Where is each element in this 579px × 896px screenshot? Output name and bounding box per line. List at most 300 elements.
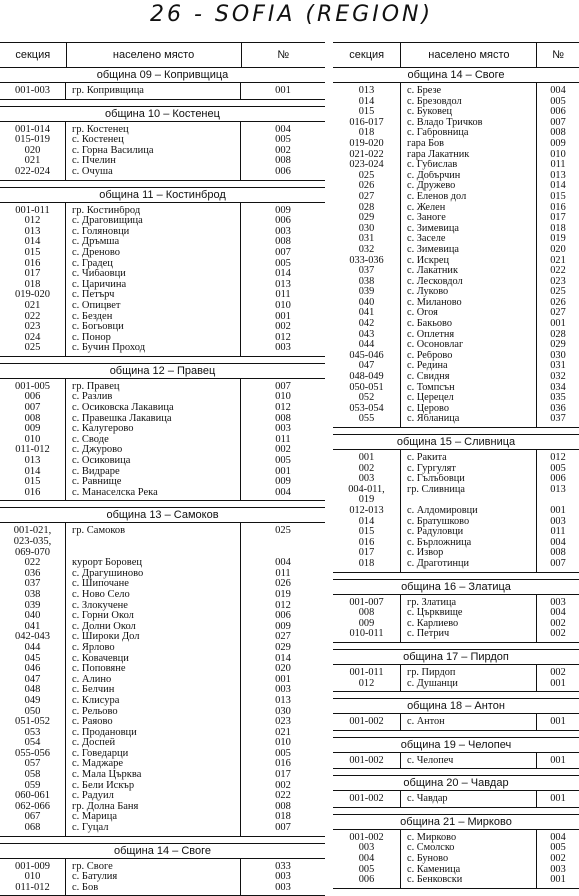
place-name: с. Томпсън xyxy=(407,382,455,393)
number-column xyxy=(241,523,325,835)
section-code: 050-051 xyxy=(349,382,384,393)
place-number: 010 xyxy=(275,392,291,403)
municipality-rows xyxy=(333,714,579,731)
place-number: 015 xyxy=(550,191,566,202)
section-code: 011-012 xyxy=(15,445,50,456)
place-number: 023 xyxy=(275,717,291,728)
place-name: с. Църквище xyxy=(407,608,463,619)
place-name: с. Лесковдол xyxy=(407,276,463,287)
place-number: 008 xyxy=(275,237,291,248)
section-code: 015 xyxy=(24,247,41,258)
place-number: 020 xyxy=(550,244,566,255)
place-number: 026 xyxy=(275,579,291,590)
section-code: 001-011 xyxy=(349,667,384,678)
place-number: 022 xyxy=(550,266,566,277)
place-name: с. Оплетня xyxy=(407,329,455,340)
section-code: 025 xyxy=(358,170,375,181)
place-column xyxy=(401,791,537,807)
place-name: с. Луково xyxy=(407,287,449,298)
section-code: 001-002 xyxy=(349,794,384,805)
place-name: с. Извор xyxy=(407,548,444,559)
place-number: 028 xyxy=(550,329,566,340)
section-code: 053-054 xyxy=(349,403,384,414)
section-code: 055-056 xyxy=(15,748,50,759)
section-column xyxy=(0,122,66,180)
place-name: с. Манаселска Река xyxy=(72,487,158,498)
place-number: 001 xyxy=(550,505,566,516)
place-name: с. Зимевица xyxy=(407,223,459,234)
section-column xyxy=(333,830,401,888)
place-number: 012 xyxy=(550,453,566,463)
place-name: гр. Костинброд xyxy=(72,205,141,216)
municipality-rows xyxy=(333,830,579,889)
header-section: секция xyxy=(0,43,67,67)
section-column xyxy=(0,203,66,356)
place-name: с. Гургулят xyxy=(407,463,456,474)
place-name: с. Добърчин xyxy=(407,170,461,181)
municipality-heading: община 19 – Челопеч xyxy=(333,737,579,753)
section-code: 057 xyxy=(24,759,41,770)
place-name: с. Церецел xyxy=(407,393,454,404)
section-code: 050 xyxy=(24,706,41,717)
municipality-heading: община 21 – Мирково xyxy=(333,814,579,830)
place-number: 022 xyxy=(275,791,291,802)
place-number: 029 xyxy=(275,642,291,653)
municipality-heading: община 10 – Костенец xyxy=(0,106,325,122)
place-column xyxy=(401,665,537,691)
place-number: 025 xyxy=(550,287,566,298)
place-number: 001 xyxy=(550,319,566,330)
place-name: с. Дружево xyxy=(407,181,456,192)
place-number: 002 xyxy=(275,445,291,456)
section-code: 018 xyxy=(24,279,41,290)
place-name: с. Белчин xyxy=(72,685,115,696)
municipality-rows xyxy=(333,665,579,692)
section-column xyxy=(0,83,66,99)
section-code: 044 xyxy=(358,340,375,351)
place-name: с. Огоя xyxy=(407,308,438,319)
place-number: 004 xyxy=(275,558,291,569)
place-number: 010 xyxy=(550,149,566,160)
number-column xyxy=(537,791,579,807)
place-column xyxy=(401,450,537,572)
place-number: 031 xyxy=(550,361,566,372)
place-name: с. Дреново xyxy=(72,247,120,258)
place-number: 013 xyxy=(550,170,566,181)
place-number: 035 xyxy=(550,393,566,404)
section-code: 059 xyxy=(24,780,41,791)
place-name: с. Видраре xyxy=(72,466,120,477)
section-code: 009 xyxy=(358,618,375,629)
number-column xyxy=(537,595,579,642)
place-number: 001 xyxy=(275,674,291,685)
place-number: 002 xyxy=(275,780,291,791)
place-name: с. Градец xyxy=(72,258,113,269)
section-code: 021-022 xyxy=(349,149,384,160)
place-number: 027 xyxy=(550,308,566,319)
place-name: с. Губислав xyxy=(407,160,458,171)
place-number: 018 xyxy=(550,223,566,234)
section-code: 001-005 xyxy=(15,381,50,392)
place-name: курорт Боровец xyxy=(72,558,142,569)
place-name: гр. Златица xyxy=(407,597,457,608)
section-code: 001-002 xyxy=(349,832,384,843)
place-name: гр. Правец xyxy=(72,381,120,392)
place-number: 003 xyxy=(275,343,291,354)
section-code: 025 xyxy=(24,343,41,354)
section-code: 017 xyxy=(24,269,41,280)
municipality-heading: община 11 – Костинброд xyxy=(0,187,325,203)
section-code: 062-066 xyxy=(15,801,50,812)
place-name: с. Буковец xyxy=(407,107,453,118)
spacer xyxy=(243,548,323,559)
section-code: 010-011 xyxy=(349,629,384,640)
place-column xyxy=(401,714,537,730)
section-code: 045 xyxy=(24,653,41,664)
place-name: гара Лакатник xyxy=(407,149,470,160)
place-number: 001 xyxy=(275,86,291,96)
section-code: 032 xyxy=(358,244,375,255)
section-code: 040 xyxy=(358,297,375,308)
place-name: с. Бенковски xyxy=(407,875,463,886)
left-table xyxy=(0,42,325,896)
section-code: 031 xyxy=(358,234,375,245)
place-name: с. Зимевица xyxy=(407,244,459,255)
place-name: с. Калугерово xyxy=(72,424,134,435)
place-column xyxy=(401,83,537,427)
place-name: с. Бакьово xyxy=(407,319,452,330)
place-name: с. Драгушиново xyxy=(72,568,144,579)
section-code: 001-009 xyxy=(15,861,50,872)
place-number: 009 xyxy=(550,138,566,149)
section-code: 041 xyxy=(24,621,41,632)
municipality-rows xyxy=(333,791,579,808)
place-number: 014 xyxy=(275,269,291,280)
place-name: с. Драговищица xyxy=(72,216,143,227)
municipality-heading: община 20 – Чавдар xyxy=(333,775,579,791)
section-code: 014 xyxy=(358,516,375,527)
place-number: 011 xyxy=(550,160,566,171)
section-code: 010 xyxy=(24,872,41,883)
spacer xyxy=(72,548,238,559)
place-name: с. Злокучене xyxy=(72,600,128,611)
place-number: 009 xyxy=(275,621,291,632)
place-number: 004 xyxy=(275,124,291,135)
place-number: 023 xyxy=(550,276,566,287)
place-number: 018 xyxy=(275,812,291,823)
place-column xyxy=(66,523,241,835)
section-code: 039 xyxy=(358,287,375,298)
municipality-rows xyxy=(333,595,579,643)
section-code: 015 xyxy=(24,477,41,488)
section-code: 020 xyxy=(24,145,41,156)
spacer xyxy=(243,537,323,548)
section-code: 009 xyxy=(24,424,41,435)
place-number: 006 xyxy=(275,166,291,177)
section-code: 001-007 xyxy=(349,597,384,608)
section-code: 017 xyxy=(358,548,375,559)
section-code: 051-052 xyxy=(15,717,50,728)
place-number: 002 xyxy=(550,629,566,640)
municipality-rows xyxy=(0,203,325,357)
header-place: населено място xyxy=(401,43,537,67)
place-number: 020 xyxy=(275,664,291,675)
place-name: с. Желен xyxy=(407,202,446,213)
place-number: 001 xyxy=(550,717,566,728)
section-code: 006 xyxy=(24,392,41,403)
table-header xyxy=(0,42,325,68)
place-name: с. Осиковица xyxy=(72,456,131,467)
place-number: 010 xyxy=(275,738,291,749)
section-code: 015 xyxy=(358,527,375,538)
section-code: 023-035, xyxy=(13,537,52,547)
place-number: 010 xyxy=(275,300,291,311)
place-name: с. Лакатник xyxy=(407,266,458,277)
municipality-rows xyxy=(0,83,325,100)
place-number: 007 xyxy=(275,823,291,834)
municipality-rows xyxy=(0,523,325,836)
section-code: 047 xyxy=(24,674,41,685)
place-column xyxy=(66,203,241,356)
place-number: 016 xyxy=(550,202,566,213)
place-name: гр. Самоков xyxy=(72,526,126,537)
place-number: 003 xyxy=(550,516,566,527)
municipality-heading: община 16 – Златица xyxy=(333,579,579,595)
place-number: 026 xyxy=(550,297,566,308)
section-code: 053 xyxy=(24,727,41,738)
section-code: 001 xyxy=(358,453,375,463)
spacer xyxy=(539,495,577,506)
section-code: 023 xyxy=(24,322,41,333)
handwritten-title: 26 - SOFIA (REGION) xyxy=(150,2,434,27)
section-code: 014 xyxy=(358,96,375,107)
section-code: 046 xyxy=(24,664,41,675)
section-code: 033-036 xyxy=(349,255,384,266)
place-number: 017 xyxy=(275,770,291,781)
number-column xyxy=(241,203,325,356)
section-code: 044 xyxy=(24,642,41,653)
place-number: 003 xyxy=(275,226,291,237)
place-number: 002 xyxy=(550,854,566,865)
place-column xyxy=(66,859,241,896)
section-code: 001-014 xyxy=(15,124,50,135)
section-code: 014 xyxy=(24,466,41,477)
place-name: с. Осоновлаг xyxy=(407,340,464,351)
place-name: с. Радуил xyxy=(72,791,114,802)
place-name: с. Драготинци xyxy=(407,558,469,569)
place-name: с. Дръмша xyxy=(72,237,120,248)
section-code: 001-002 xyxy=(349,755,384,766)
municipality-heading: община 17 – Пирдоп xyxy=(333,649,579,665)
number-column xyxy=(241,83,325,99)
section-code: 040 xyxy=(24,611,41,622)
place-column xyxy=(401,830,537,888)
place-name: с. Реброво xyxy=(407,350,453,361)
number-column xyxy=(537,83,579,427)
section-code: 011-012 xyxy=(15,882,50,893)
section-column xyxy=(333,665,401,691)
section-code: 012 xyxy=(24,216,41,227)
place-name: с. Брезе xyxy=(407,86,442,96)
section-code: 022 xyxy=(24,558,41,569)
place-name: с. Царичина xyxy=(72,279,127,290)
section-code: 048-049 xyxy=(349,372,384,383)
place-name: с. Клисура xyxy=(72,695,120,706)
municipality-heading: община 14 – Своге xyxy=(333,68,579,83)
place-name: с. Марица xyxy=(72,812,118,823)
place-name: с. Смолско xyxy=(407,843,455,854)
place-name: с. Габровница xyxy=(407,128,469,139)
place-name: с. Очуша xyxy=(72,166,113,177)
header-place: населено място xyxy=(67,43,242,67)
place-number: 033 xyxy=(275,861,291,872)
place-number: 036 xyxy=(550,403,566,414)
section-code: 006 xyxy=(358,875,375,886)
place-number: 004 xyxy=(550,608,566,619)
section-code: 014 xyxy=(24,237,41,248)
place-name: гр. Копривщица xyxy=(72,86,144,96)
place-number: 005 xyxy=(275,748,291,759)
section-column xyxy=(0,523,66,835)
place-name: с. Бов xyxy=(72,882,99,893)
place-name: с. Буново xyxy=(407,854,449,865)
section-code: 023-024 xyxy=(349,160,384,171)
section-code: 013 xyxy=(24,456,41,467)
place-name: с. Безден xyxy=(72,311,113,322)
section-code: 022 xyxy=(24,311,41,322)
section-code: 048 xyxy=(24,685,41,696)
place-name: с. Церово xyxy=(407,403,449,414)
section-code: 021 xyxy=(24,300,41,311)
number-column xyxy=(537,753,579,769)
section-column xyxy=(333,450,401,572)
place-name: с. Опицвет xyxy=(72,300,121,311)
place-column xyxy=(401,753,537,769)
place-name: с. Маджаре xyxy=(72,759,124,770)
place-number: 008 xyxy=(550,128,566,139)
header-number: № xyxy=(277,49,290,61)
section-code: 013 xyxy=(24,226,41,237)
place-number: 013 xyxy=(550,484,566,495)
place-name: с. Долни Окол xyxy=(72,621,136,632)
section-code: 036 xyxy=(24,568,41,579)
place-number: 011 xyxy=(275,290,291,301)
place-name: с. Еленов дол xyxy=(407,191,467,202)
section-code: 052 xyxy=(358,393,375,404)
place-number: 003 xyxy=(275,882,291,893)
municipality-heading: община 14 – Своге xyxy=(0,843,325,859)
section-code: 008 xyxy=(24,413,41,424)
place-name: с. Продановци xyxy=(72,727,137,738)
place-number: 004 xyxy=(550,832,566,843)
place-number: 001 xyxy=(550,875,566,886)
place-number: 004 xyxy=(550,537,566,548)
place-name: с. Душанци xyxy=(407,678,458,689)
section-code: 054 xyxy=(24,738,41,749)
table-header xyxy=(333,42,579,68)
place-name: с. Правешка Лакавица xyxy=(72,413,172,424)
place-number: 030 xyxy=(550,350,566,361)
place-number: 002 xyxy=(550,618,566,629)
section-code: 067 xyxy=(24,812,41,823)
place-name: с. Поповяне xyxy=(72,664,126,675)
section-code: 055 xyxy=(358,414,375,425)
place-name: с. Миланово xyxy=(407,297,462,308)
place-number: 027 xyxy=(275,632,291,643)
municipality-heading: община 18 – Антон xyxy=(333,698,579,714)
place-number: 011 xyxy=(275,434,291,445)
place-name: с. Ковачевци xyxy=(72,653,129,664)
section-code: 068 xyxy=(24,823,41,834)
header-section: секция xyxy=(333,43,401,67)
section-code: 047 xyxy=(358,361,375,372)
place-name: с. Голяновци xyxy=(72,226,130,237)
place-name: с. Заселе xyxy=(407,234,446,245)
place-number: 009 xyxy=(275,477,291,488)
place-column xyxy=(66,83,241,99)
place-number: 003 xyxy=(550,864,566,875)
place-name: с. Алдомировци xyxy=(407,505,478,516)
place-number: 029 xyxy=(550,340,566,351)
place-name: с. Раяово xyxy=(72,717,113,728)
section-code: 022-024 xyxy=(15,166,50,177)
municipality-rows xyxy=(333,753,579,770)
section-code: 003 xyxy=(358,843,375,854)
section-code: 016 xyxy=(358,537,375,548)
section-code: 037 xyxy=(24,579,41,590)
section-code: 013 xyxy=(358,86,375,96)
place-name: с. Заноге xyxy=(407,213,446,224)
place-name: с. Осиковска Лакавица xyxy=(72,403,174,414)
place-number: 012 xyxy=(275,600,291,611)
place-number: 005 xyxy=(550,96,566,107)
section-code: 012-013 xyxy=(349,505,384,516)
place-number: 017 xyxy=(550,213,566,224)
place-name: гр. Сливница xyxy=(407,484,466,495)
place-name: с. Челопеч xyxy=(407,755,454,766)
place-number: 025 xyxy=(275,526,291,537)
place-name: с. Равнище xyxy=(72,477,122,488)
place-number: 001 xyxy=(275,466,291,477)
place-number: 005 xyxy=(550,463,566,474)
section-code: 021 xyxy=(24,156,41,167)
section-code: 028 xyxy=(358,202,375,213)
place-name: с. Гуцал xyxy=(72,823,109,834)
section-code: 029 xyxy=(358,213,375,224)
place-name: с. Богьовци xyxy=(72,322,124,333)
place-number: 002 xyxy=(275,322,291,333)
place-name: с. Мирково xyxy=(407,832,457,843)
section-code: 012 xyxy=(358,678,375,689)
place-number: 011 xyxy=(275,568,291,579)
place-number: 019 xyxy=(550,234,566,245)
place-number: 014 xyxy=(550,181,566,192)
municipality-heading: община 13 – Самоков xyxy=(0,507,325,523)
place-number: 030 xyxy=(275,706,291,717)
place-number: 004 xyxy=(275,487,291,498)
place-number: 008 xyxy=(275,156,291,167)
place-number: 008 xyxy=(275,801,291,812)
place-number: 006 xyxy=(550,474,566,485)
place-name: с. Пчелин xyxy=(72,156,116,167)
place-number: 003 xyxy=(550,597,566,608)
place-column xyxy=(401,595,537,642)
section-code: 045-046 xyxy=(349,350,384,361)
place-name: с. Антон xyxy=(407,717,445,728)
section-code: 019 xyxy=(358,495,375,506)
number-column xyxy=(241,379,325,501)
place-name: с. Ябланица xyxy=(407,414,460,425)
